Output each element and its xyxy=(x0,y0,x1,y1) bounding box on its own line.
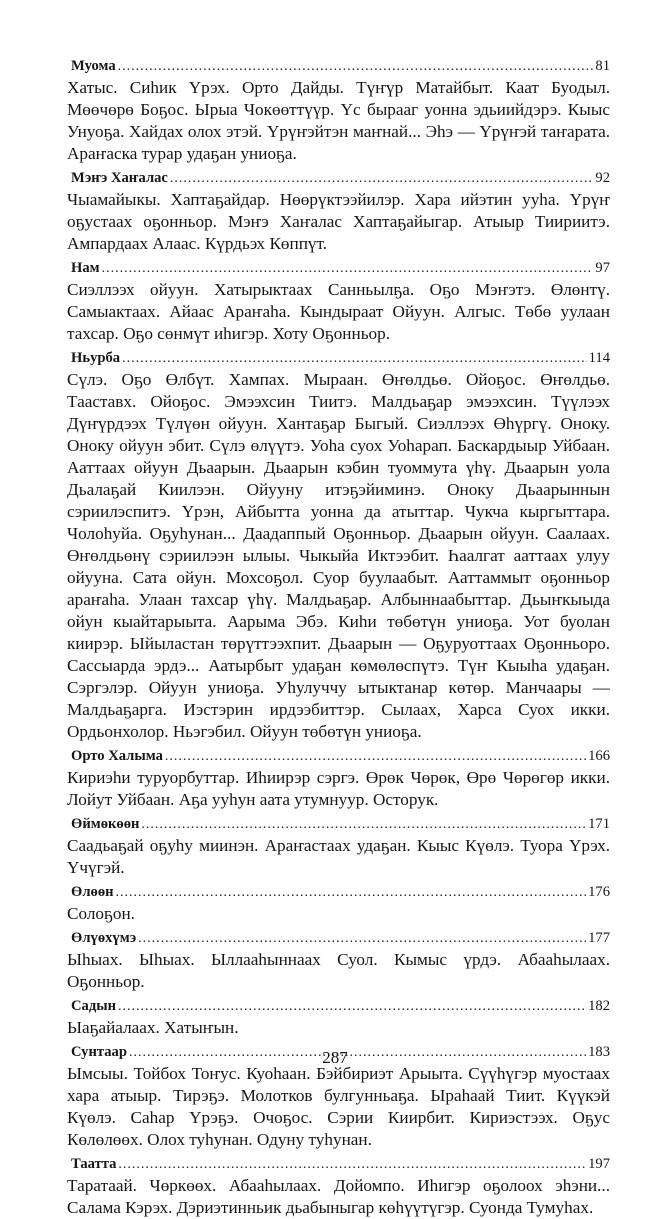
entry-description: Ыаҕайалаах. Хатыҥын. xyxy=(67,1018,239,1037)
entry-heading-row xyxy=(67,813,610,835)
dot-leader xyxy=(118,996,586,1018)
entry-page-number: 166 xyxy=(588,748,610,764)
dot-leader xyxy=(118,56,594,78)
entry-description: Сиэллээх ойуун. Хатырыктаах Санньылҕа. Оҕо Мэҥэтэ. Өлөнтү. Самыактаах. Айаас Араҥаһа. Кындыраат Ойуун. Алгыс. Төбө уулаан тахсар. Оҕо сөнмүт иһигэр. Хоту Оҕонньор. xyxy=(67,280,610,343)
entry-description: Ымсыы. Тойбох Тоҥус. Куоһаан. Бэйбириэт Арыыта. Сүүһүгэр муостаах хара атыыр. Тирэҕэ. Молотков булгунньаҕа. Ыраһаай Тиит. Күүкэй Күөлэ. Саһар Үрэҕэ. Очоҕос. Сэрии Киирбит. Кириэстээх. Оҕус Көлөлөөх. Олох туһунан. Одуну туһунан. xyxy=(67,1064,610,1149)
entry-title: Өлүөхүмэ xyxy=(71,930,137,946)
entry-heading-row xyxy=(67,927,610,949)
entry-page-number: 114 xyxy=(588,350,610,366)
entry-heading-row xyxy=(67,347,610,369)
entry-heading-row xyxy=(67,167,610,189)
contents-entry xyxy=(67,927,610,993)
entry-description: Саадьаҕай оҕуһу миинэн. Араҥастаах удаҕан. Кыыс Күөлэ. Туора Үрэх. Үчүгэй. xyxy=(67,836,610,877)
entry-heading-row xyxy=(67,55,610,77)
entry-title: Мэҥэ Хаҥалас xyxy=(71,170,168,186)
dot-leader xyxy=(170,168,594,190)
dot-leader xyxy=(118,1154,586,1176)
entry-title: Сунтаар xyxy=(71,1044,127,1060)
entry-description: Таратаай. Чөркөөх. Абааһылаах. Дойомпо. Иһигэр оҕолоох эһэни... Салама Кэрэх. Дэриэтинньик дьабыныгар көһүүтүгэр. Суонда Тумуһах. xyxy=(67,1176,610,1217)
entry-title: Өймөкөөн xyxy=(71,816,140,832)
entry-page-number: 177 xyxy=(588,930,610,946)
contents-list xyxy=(67,55,610,1219)
contents-entry xyxy=(67,55,610,165)
entry-heading-row xyxy=(67,995,610,1017)
entry-page-number: 97 xyxy=(595,260,610,276)
contents-entry xyxy=(67,257,610,345)
entry-heading-row xyxy=(67,881,610,903)
contents-entry xyxy=(67,1153,610,1219)
entry-description: Сүлэ. Оҕо Өлбүт. Хампах. Мыраан. Өҥөлдьө. Ойоҕос. Өҥөлдьө. Тааставх. Ойоҕос. Эмээхсин Тиитэ. Малдьаҕар эмээхсин. Түүлээх Дүҥүрдээх Түлүөн ойуун. Хантаҕар Быгый. Сиэллээх Өһүргү. Оноку. Оноку ойуун эбит. Сүлэ өлүүтэ. Уоһа суох Уоһарап. Баскардыыр Уйбаан. Ааттаах ойуун Дьаарын. Дьаарын кэбин туоммута үһү. Дьаарын уола Дьалаҕай Киилээн. Ойууну итэҕэйиминэ. Оноку Дьаарыннын сэриилэспитэ. Үрэн, Айбытта уонна да атыттар. Чукча кыргыттара. Чолоһуйа. Оҕуһунан... Даадаппый Оҕонньор. Дьаарын ойуун. Саалаах. Өҥөлдьөнү сэриилээн ылыы. Чыкыйа Иктээбит. Һаалгат ааттаах улуу ойууна. Сата ойун. Мохсоҕол. Суор буулаабыт. Ааттаммыт оҕонньор араҥаһа. Улаан тахсар үһү. Малдьаҕар. Албыннаабыттар. Дьыҥкыыда ойун кыайтарыыта. Аарыма Эбэ. Киһи төбөтүн униоҕа. Уот буолан киирэр. Ыйыластан төрүттээхпит. Дьаарын — Оҕуруоттаах Оҕонньоро. Сассыарда эрдэ... Аатырбыт удаҕан көмөлөспүтэ. Түҥ Кыыһа удаҕан. Сэргэлэр. Ойуун униоҕа. Уһулуччу ытыктанар көтөр. Манчаары — Малдьаҕарга. Иэстэрин ирдээбиттэр. Сылаах, Харса Суох икки. Ордьонхолор. Ньэгэбил. Ойуун төбөтүн униоҕа. xyxy=(67,370,610,741)
entry-description: Чыамайыкы. Хаптаҕайдар. Нөөрүктээйилэр. Хара ийэтин ууһа. Үрүҥ оҕустаах оҕонньор. Мэҥэ Хаҥалас Хаптаҕайыгар. Атыыр Тиириитэ. Ампардаах Алаас. Күрдьэх Көппүт. xyxy=(67,190,610,253)
entry-page-number: 182 xyxy=(588,998,610,1014)
contents-entry xyxy=(67,813,610,879)
entry-title: Ньурба xyxy=(71,350,121,366)
contents-entry xyxy=(67,881,610,925)
entry-description: Кириэһи туруорбуттар. Иһиирэр сэргэ. Өрөк Чөрөк, Өрө Чөрөгөр икки. Лойут Уйбаан. Аҕа ууһун аата утумнуур. Осторук. xyxy=(67,768,610,809)
entry-description: Солоҕон. xyxy=(67,904,135,923)
contents-entry xyxy=(67,167,610,255)
dot-leader xyxy=(122,348,587,370)
entry-description: Хатыс. Сиһик Үрэх. Орто Дайды. Түҥүр Матайбыт. Каат Буодыл. Мөөчөрө Боҕос. Ырыа Чокөөттүүр. Үс бырааг уонна эдьиийдэрэ. Кыыс Унуоҕа. Хайдах олох этэй. Үрүҥэйтэн маҥнай... Эһэ — Үрүҥэй таҥарата. Араҥаска турар удаҕан униоҕа. xyxy=(67,78,610,163)
contents-entry xyxy=(67,347,610,743)
entry-heading-row xyxy=(67,1153,610,1175)
entry-title: Муома xyxy=(71,58,116,74)
entry-page-number: 171 xyxy=(588,816,610,832)
entry-page-number: 176 xyxy=(588,884,610,900)
entry-title: Нам xyxy=(71,260,100,276)
dot-leader xyxy=(141,814,586,836)
entry-page-number: 92 xyxy=(595,170,610,186)
page-number: 287 xyxy=(322,1048,348,1067)
entry-description: Ыһыах. Ыһыах. Ыллааһыннаах Суол. Кымыс үрдэ. Абааһылаах. Оҕонньор. xyxy=(67,950,610,991)
entry-heading-row xyxy=(67,257,610,279)
entry-title: Таатта xyxy=(71,1156,117,1172)
entry-page-number: 197 xyxy=(588,1156,610,1172)
dot-leader xyxy=(138,928,586,950)
contents-entry xyxy=(67,995,610,1039)
entry-heading-row xyxy=(67,745,610,767)
entry-title: Орто Халыма xyxy=(71,748,163,764)
contents-entry xyxy=(67,745,610,811)
entry-page-number: 81 xyxy=(595,58,610,74)
entry-title: Өлөөн xyxy=(71,884,114,900)
dot-leader xyxy=(165,746,586,768)
entry-title: Садын xyxy=(71,998,117,1014)
dot-leader xyxy=(116,882,587,904)
entry-page-number: 183 xyxy=(588,1044,610,1060)
dot-leader xyxy=(102,258,594,280)
